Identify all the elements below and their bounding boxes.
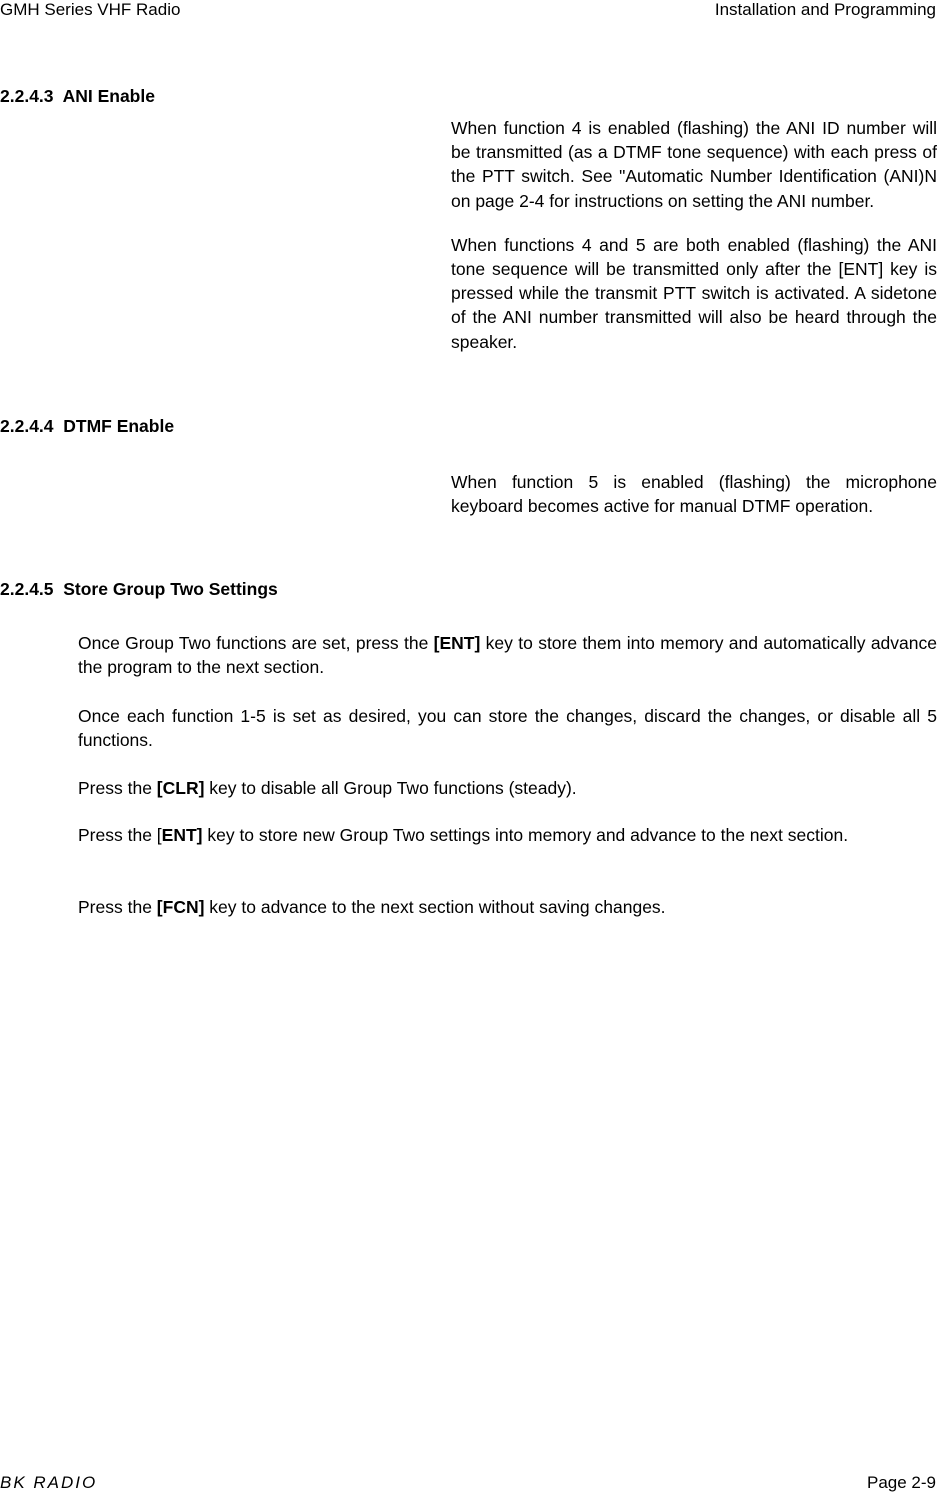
- store-paragraph-1: Once Group Two functions are set, press the [ENT] key to store them into memory and automatically advance the program to the next section.: [78, 633, 937, 678]
- ent-key-label-2: ENT]: [161, 825, 203, 845]
- dtmf-enable-body: [451, 470, 937, 518]
- clr-key-label: [CLR]: [156, 778, 205, 798]
- ani-enable-body: [451, 116, 937, 354]
- section-heading-ani-enable: 2.2.4.3 ANI Enable: [0, 86, 155, 106]
- ent-key-label: [ENT]: [433, 633, 481, 653]
- footer-page-number: Page 2-9: [867, 1473, 936, 1492]
- footer-brand: BK RADIO: [0, 1473, 98, 1492]
- fcn-key-label: [FCN]: [156, 897, 205, 917]
- section-heading-dtmf-enable: 2.2.4.4 DTMF Enable: [0, 416, 175, 436]
- dtmf-enable-paragraph: When function 5 is enabled (flashing) the microphone keyboard becomes active for manual DTMF operation.: [451, 472, 937, 517]
- ani-enable-paragraph-1: When function 4 is enabled (flashing) the ANI ID number will be transmitted (as a DTMF tone sequence) with each press of the PTT switch. See "Automatic Number Identification (ANI)N on page 2-4 for instructions on setting the ANI number.: [451, 118, 937, 211]
- store-paragraph-2: Once each function 1-5 is set as desired, you can store the changes, discard the changes, or disable all 5 functions.: [78, 706, 937, 751]
- ani-enable-paragraph-2: When functions 4 and 5 are both enabled (flashing) the ANI tone sequence will be transmitted only after the [ENT] key is pressed while the transmit PTT switch is activated. A sidetone of the ANI number transmitted will also be heard through the speaker.: [451, 234, 937, 352]
- store-paragraph-3: Press the [CLR] key to disable all Group Two functions (steady).: [78, 778, 577, 798]
- section-heading-store-group-two: 2.2.4.5 Store Group Two Settings: [0, 579, 278, 599]
- running-header-title: GMH Series VHF Radio: [0, 0, 181, 19]
- store-paragraph-4: Press the [ENT] key to store new Group Two settings into memory and advance to the next section.: [78, 825, 849, 845]
- running-header-section: Installation and Programming: [714, 0, 936, 19]
- store-paragraph-5: Press the [FCN] key to advance to the next section without saving changes.: [78, 897, 666, 917]
